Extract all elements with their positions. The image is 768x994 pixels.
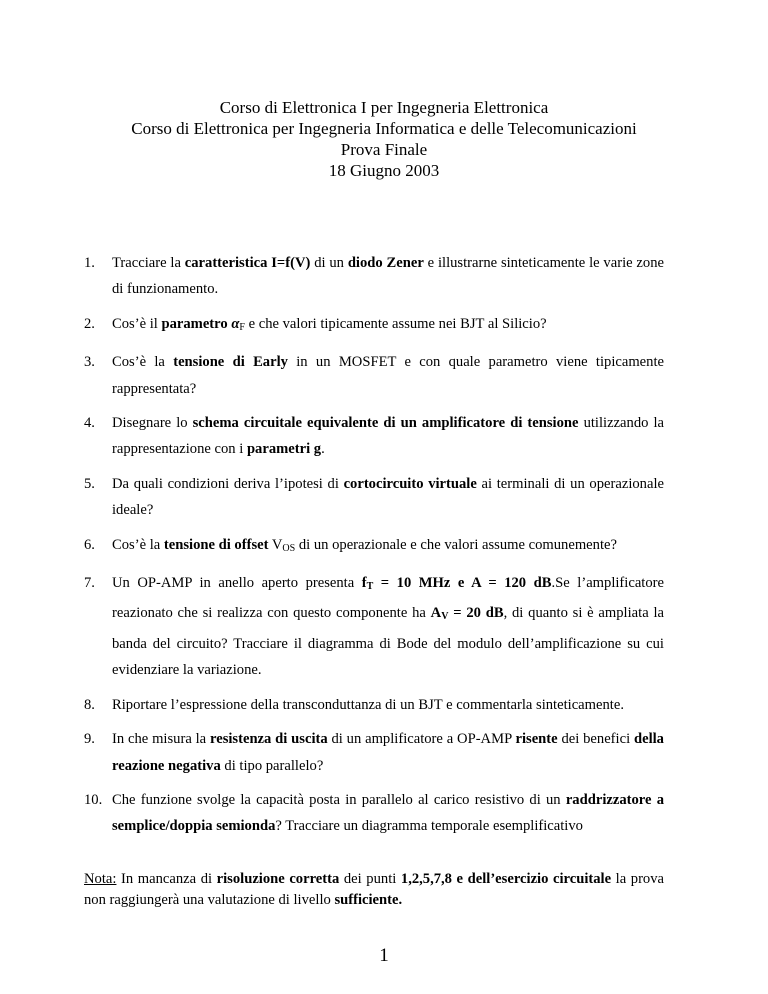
exam-title: Prova Finale [340, 140, 428, 159]
question-number: 5. [84, 475, 95, 492]
question-item [84, 692, 664, 718]
question-text: Da quali condizioni deriva l’ipotesi di cortocircuito virtuale ai terminali di un operazionale ideale? [112, 475, 664, 519]
page-number: 1 [379, 945, 389, 966]
question-text: In che misura la resistenza di uscita di un amplificatore a OP-AMP risente dei benefici della reazione negativa di tipo parallelo? [112, 731, 664, 774]
exam-note: Nota: In mancanza di risoluzione corretta dei punti 1,2,5,7,8 e dell’esercizio circuitale la prova non raggiungerà una valutazione di livello sufficiente. [84, 871, 664, 908]
question-text: Tracciare la caratteristica I=f(V) di un diodo Zener e illustrarne sinteticamente le varie zone di funzionamento. [112, 255, 664, 298]
question-text: Che funzione svolge la capacità posta in parallelo al carico resistivo di un raddrizzatore a semplice/doppia semionda? Tracciare un diagramma temporale esemplificativo [112, 791, 664, 835]
question-text: Un OP-AMP in anello aperto presenta $f_T = 10$ MHz e A = 120 dB.Se l’amplificatore reazionato che si realizza con questo componente ha $A_V = 20$ dB, di quanto si è ampliata la banda del circuito? Tracciare il diagramma di Bode del modulo dell’amplificazione su cui evidenziare la variazione. [112, 575, 664, 679]
question-item [84, 349, 664, 402]
exam-date: 18 Giugno 2003 [328, 161, 440, 180]
question-text: Cos’è la tensione di Early in un MOSFET e con quale parametro viene tipicamente rappresentata? [112, 354, 664, 397]
question-item [84, 250, 664, 303]
question-number: 9. [84, 731, 95, 748]
question-list [84, 250, 664, 848]
question-item [84, 410, 664, 463]
question-text: Cos’è la tensione di offset $V_{OS}$ di un operazionale e che valori assume comunemente? [112, 536, 617, 554]
question-item [84, 726, 664, 779]
question-item [84, 532, 664, 562]
question-number: 7. [84, 575, 95, 592]
question-text: Cos’è il parametro $\alpha_F$ e che valori tipicamente assume nei BJT al Silicio? [112, 315, 547, 333]
question-text: Disegnare lo schema circuitale equivalente di un amplificatore di tensione utilizzando la rappresentazione con i parametri g. [112, 415, 664, 458]
course-title-2: Corso di Elettronica per Ingegneria Informatica e delle Telecomunicazioni [131, 119, 637, 138]
question-number: 2. [84, 315, 95, 332]
note-label: Nota: [84, 871, 117, 887]
question-number: 10. [84, 791, 103, 808]
question-item [84, 311, 664, 341]
question-number: 8. [84, 696, 95, 713]
question-number: 4. [84, 415, 95, 432]
question-item [84, 570, 664, 684]
question-number: 6. [84, 536, 95, 553]
document-header [0, 97, 768, 181]
alpha-symbol: α [231, 315, 240, 332]
question-item [84, 787, 664, 840]
question-text: Riportare l’espressione della transconduttanza di un BJT e commentarla sinteticamente. [112, 696, 624, 713]
course-title-1: Corso di Elettronica I per Ingegneria Elettronica [219, 98, 549, 117]
question-item [84, 471, 664, 524]
question-number: 1. [84, 255, 95, 271]
question-number: 3. [84, 354, 95, 371]
